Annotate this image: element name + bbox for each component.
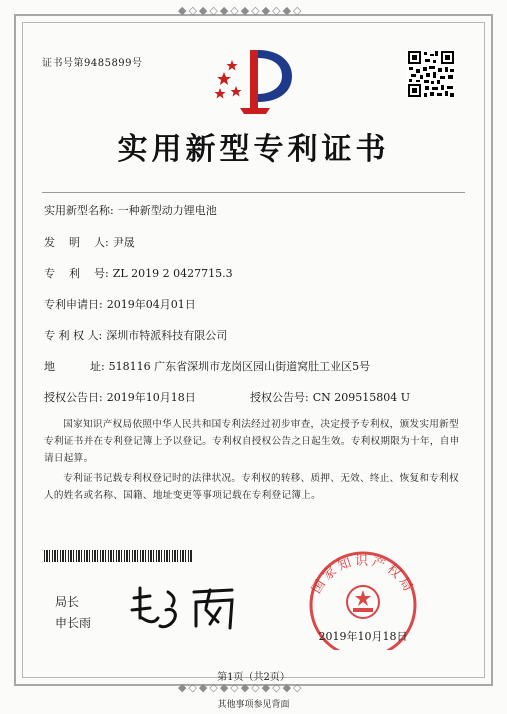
field-label: 授权公告日:	[44, 391, 103, 404]
bottom-border-ornament: ◆◇◆◇◆◇◆◇◆◇◆◇	[178, 681, 304, 694]
field-value: 518116 广东省深圳市龙岗区园山街道窝肚工业区5号	[108, 360, 371, 373]
field-grant-date	[44, 389, 196, 405]
director-name: 申长雨	[55, 616, 92, 630]
field-label: 地 址:	[44, 360, 105, 373]
field-value: 一种新型动力锂电池	[117, 204, 217, 217]
legal-status-paragraph: 专利证书记载专利权登记时的法律状况。专利权的转移、质押、无效、终止、恢复和专利权人的姓名或名称、国籍、地址变更等事项记载在专利登记簿上。	[44, 473, 459, 501]
field-grant-number	[250, 389, 410, 405]
qr-code	[407, 50, 455, 98]
field-patentee	[44, 327, 227, 343]
field-value: 2019年04月01日	[106, 298, 196, 311]
director-title: 局长	[55, 595, 80, 609]
field-label: 实用新型名称:	[44, 204, 114, 217]
field-application-date	[44, 296, 196, 312]
grant-statement-paragraph: 国家知识产权局依照中华人民共和国专利法经过初步审查，决定授予专利权，颁发实用新型专利证书并在专利登记簿上予以登记。专利权自授权公告之日起生效。专利权期限为十年，自申请日起算。	[44, 419, 460, 464]
field-value: ZL 2019 2 0427715.3	[112, 267, 233, 280]
certificate-number: 证书号第9485899号	[42, 58, 143, 69]
seal-date: 2019年10月18日	[318, 630, 408, 643]
field-label: 专利申请日:	[44, 298, 103, 311]
field-value: 深圳市特派科技有限公司	[106, 329, 228, 342]
field-address	[44, 358, 370, 374]
national-emblem-icon	[347, 586, 379, 618]
back-note: 其他事项参见背面	[217, 700, 290, 710]
field-value: 尹晟	[112, 236, 135, 249]
page-indicator: 第1页（共2页）	[217, 672, 290, 683]
field-label: 专 利 号:	[44, 267, 109, 280]
field-label: 授权公告号:	[250, 391, 309, 404]
field-inventor	[44, 234, 135, 250]
seal-text: 国家知识产权局	[309, 554, 417, 597]
field-label: 发 明 人:	[44, 236, 109, 249]
field-utility-model-name	[44, 202, 217, 218]
field-value: 2019年10月18日	[106, 391, 196, 404]
director-signature	[120, 578, 260, 638]
certificate-title: 实用新型专利证书	[117, 132, 390, 167]
official-seal	[298, 540, 428, 650]
field-label: 专 利 权 人:	[44, 329, 103, 342]
top-border-ornament: ◆◇◆◇◆◇◆◇◆◇◆◇	[178, 4, 304, 17]
divider-top	[42, 192, 465, 193]
field-value: CN 209515804 U	[312, 391, 411, 404]
field-patent-number	[44, 265, 233, 281]
barcode	[44, 550, 192, 562]
patent-office-emblem-icon	[210, 44, 298, 114]
